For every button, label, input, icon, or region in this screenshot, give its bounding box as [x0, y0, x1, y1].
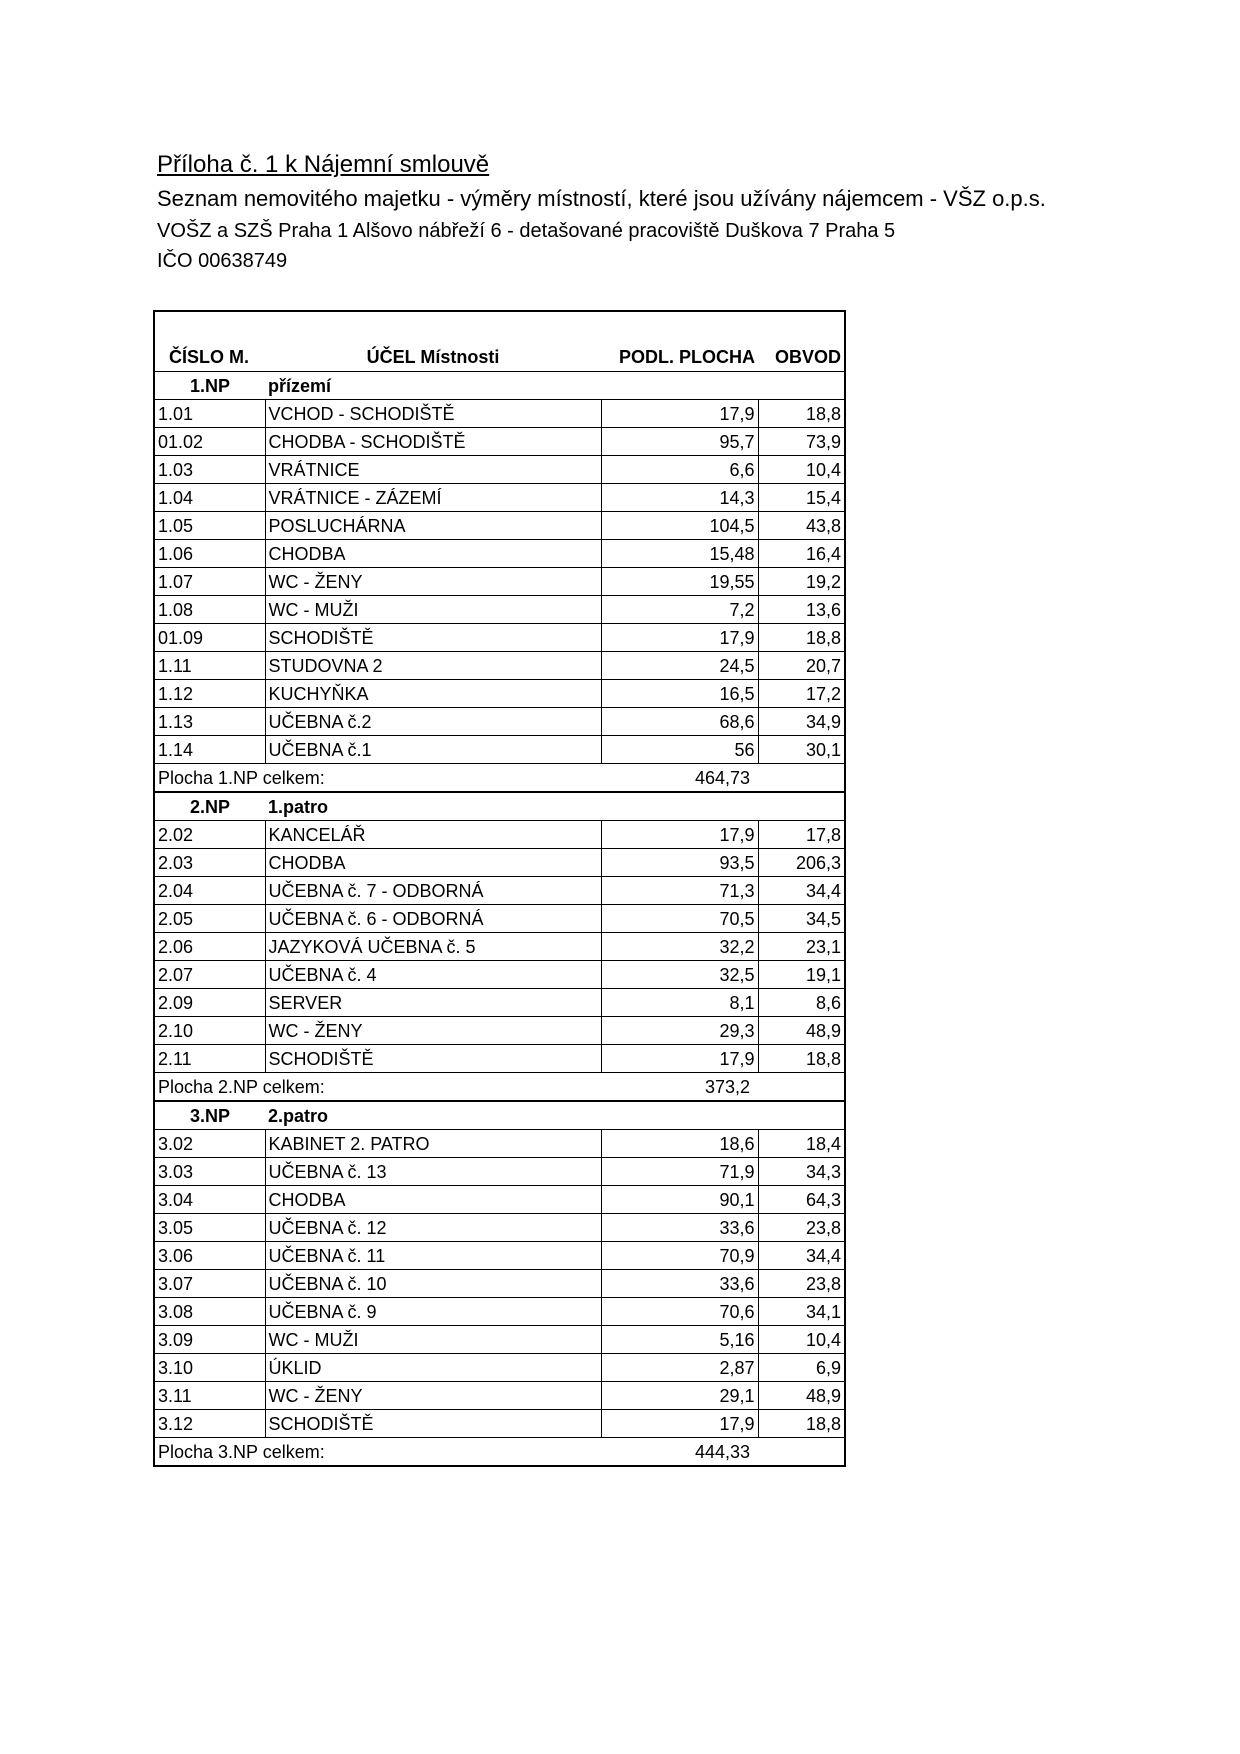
room-number: 1.05: [154, 512, 265, 540]
table-row: [154, 680, 845, 708]
room-purpose: SERVER: [265, 989, 601, 1017]
room-area: 8,1: [601, 989, 758, 1017]
table-header-row: [154, 311, 845, 372]
table-row: [154, 1214, 845, 1242]
room-area: 17,9: [601, 1045, 758, 1073]
room-area: 70,6: [601, 1298, 758, 1326]
room-purpose: UČEBNA č.1: [265, 736, 601, 764]
room-area: 2,87: [601, 1354, 758, 1382]
room-number: 1.04: [154, 484, 265, 512]
room-perimeter: 8,6: [758, 989, 845, 1017]
room-perimeter: 18,8: [758, 624, 845, 652]
table-row: [154, 1270, 845, 1298]
floor-total-value: 464,73: [601, 764, 758, 793]
room-perimeter: 19,2: [758, 568, 845, 596]
floor-code: 3.NP: [154, 1101, 265, 1130]
room-area: 17,9: [601, 821, 758, 849]
table-row: [154, 877, 845, 905]
room-perimeter: 13,6: [758, 596, 845, 624]
floor-header-row: [154, 372, 845, 400]
room-perimeter: 16,4: [758, 540, 845, 568]
room-purpose: VRÁTNICE - ZÁZEMÍ: [265, 484, 601, 512]
room-purpose: UČEBNA č. 9: [265, 1298, 601, 1326]
room-number: 1.13: [154, 708, 265, 736]
room-perimeter: 64,3: [758, 1186, 845, 1214]
room-perimeter: 18,8: [758, 1045, 845, 1073]
floor-name: 1.patro: [265, 792, 845, 821]
room-area: 18,6: [601, 1130, 758, 1158]
room-area: 32,2: [601, 933, 758, 961]
room-number: 3.06: [154, 1242, 265, 1270]
room-area: 90,1: [601, 1186, 758, 1214]
room-purpose: WC - ŽENY: [265, 1017, 601, 1045]
room-area: 33,6: [601, 1214, 758, 1242]
table-row: [154, 540, 845, 568]
room-perimeter: 23,8: [758, 1270, 845, 1298]
room-number: 3.09: [154, 1326, 265, 1354]
room-number: 2.11: [154, 1045, 265, 1073]
table-row: [154, 708, 845, 736]
room-purpose: VRÁTNICE: [265, 456, 601, 484]
column-header-area: PODL. PLOCHA: [601, 311, 758, 372]
room-perimeter: 20,7: [758, 652, 845, 680]
table-row: [154, 989, 845, 1017]
table-row: [154, 400, 845, 428]
room-number: 1.11: [154, 652, 265, 680]
table-row: [154, 849, 845, 877]
room-area: 71,9: [601, 1158, 758, 1186]
room-area: 71,3: [601, 877, 758, 905]
room-purpose: WC - MUŽI: [265, 596, 601, 624]
room-purpose: CHODBA: [265, 1186, 601, 1214]
table-row: [154, 1158, 845, 1186]
table-row: [154, 484, 845, 512]
room-number: 2.05: [154, 905, 265, 933]
room-number: 3.10: [154, 1354, 265, 1382]
room-perimeter: 17,2: [758, 680, 845, 708]
room-perimeter: 15,4: [758, 484, 845, 512]
room-purpose: UČEBNA č. 10: [265, 1270, 601, 1298]
room-area: 15,48: [601, 540, 758, 568]
room-perimeter: 18,8: [758, 1410, 845, 1438]
rooms-table-body: [154, 372, 845, 1467]
floor-header-row: [154, 792, 845, 821]
room-area: 56: [601, 736, 758, 764]
room-number: 1.01: [154, 400, 265, 428]
room-number: 3.07: [154, 1270, 265, 1298]
room-number: 1.14: [154, 736, 265, 764]
room-area: 32,5: [601, 961, 758, 989]
table-row: [154, 1382, 845, 1410]
room-area: 24,5: [601, 652, 758, 680]
room-perimeter: 34,3: [758, 1158, 845, 1186]
room-purpose: UČEBNA č. 7 - ODBORNÁ: [265, 877, 601, 905]
room-number: 3.08: [154, 1298, 265, 1326]
floor-total-label: Plocha 1.NP celkem:: [154, 764, 601, 793]
column-header-room-number: ČÍSLO M.: [154, 311, 265, 372]
room-perimeter: 10,4: [758, 456, 845, 484]
table-row: [154, 1017, 845, 1045]
room-purpose: SCHODIŠTĚ: [265, 1410, 601, 1438]
document-title: Příloha č. 1 k Nájemní smlouvě: [157, 151, 490, 178]
room-number: 1.03: [154, 456, 265, 484]
room-area: 17,9: [601, 624, 758, 652]
room-perimeter: 6,9: [758, 1354, 845, 1382]
room-purpose: VCHOD - SCHODIŠTĚ: [265, 400, 601, 428]
room-perimeter: 34,4: [758, 877, 845, 905]
room-area: 104,5: [601, 512, 758, 540]
room-purpose: KANCELÁŘ: [265, 821, 601, 849]
room-purpose: JAZYKOVÁ UČEBNA č. 5: [265, 933, 601, 961]
room-purpose: CHODBA: [265, 540, 601, 568]
room-number: 2.10: [154, 1017, 265, 1045]
room-purpose: SCHODIŠTĚ: [265, 624, 601, 652]
room-perimeter: 23,1: [758, 933, 845, 961]
table-row: [154, 1130, 845, 1158]
room-perimeter: 19,1: [758, 961, 845, 989]
room-area: 17,9: [601, 400, 758, 428]
room-area: 70,9: [601, 1242, 758, 1270]
room-purpose: UČEBNA č. 4: [265, 961, 601, 989]
room-number: 3.12: [154, 1410, 265, 1438]
room-purpose: CHODBA - SCHODIŠTĚ: [265, 428, 601, 456]
room-purpose: UČEBNA č.2: [265, 708, 601, 736]
room-purpose: CHODBA: [265, 849, 601, 877]
room-purpose: UČEBNA č. 13: [265, 1158, 601, 1186]
room-purpose: UČEBNA č. 11: [265, 1242, 601, 1270]
room-perimeter: 34,1: [758, 1298, 845, 1326]
table-row: [154, 933, 845, 961]
table-row: [154, 961, 845, 989]
room-area: 16,5: [601, 680, 758, 708]
document-subtitle: Seznam nemovitého majetku - výměry místností, které jsou užívány nájemcem - VŠZ o.p.s.: [157, 186, 1046, 211]
room-purpose: SCHODIŠTĚ: [265, 1045, 601, 1073]
table-row: [154, 736, 845, 764]
room-area: 33,6: [601, 1270, 758, 1298]
room-area: 14,3: [601, 484, 758, 512]
room-perimeter: 23,8: [758, 1214, 845, 1242]
table-row: [154, 456, 845, 484]
floor-total-empty: [758, 1073, 845, 1102]
ico-line: IČO 00638749: [157, 250, 288, 272]
floor-total-row: [154, 1438, 845, 1467]
floor-code: 2.NP: [154, 792, 265, 821]
room-number: 2.06: [154, 933, 265, 961]
room-area: 17,9: [601, 1410, 758, 1438]
rooms-table: [153, 310, 846, 1467]
table-row: [154, 652, 845, 680]
room-perimeter: 206,3: [758, 849, 845, 877]
room-area: 93,5: [601, 849, 758, 877]
table-row: [154, 1410, 845, 1438]
room-purpose: ÚKLID: [265, 1354, 601, 1382]
room-perimeter: 34,9: [758, 708, 845, 736]
room-purpose: POSLUCHÁRNA: [265, 512, 601, 540]
room-perimeter: 34,4: [758, 1242, 845, 1270]
room-number: 2.04: [154, 877, 265, 905]
room-perimeter: 73,9: [758, 428, 845, 456]
table-row: [154, 1242, 845, 1270]
table-row: [154, 596, 845, 624]
room-number: 2.03: [154, 849, 265, 877]
floor-total-value: 444,33: [601, 1438, 758, 1467]
floor-total-row: [154, 1073, 845, 1102]
floor-total-row: [154, 764, 845, 793]
room-purpose: WC - MUŽI: [265, 1326, 601, 1354]
room-perimeter: 30,1: [758, 736, 845, 764]
table-row: [154, 905, 845, 933]
room-purpose: UČEBNA č. 6 - ODBORNÁ: [265, 905, 601, 933]
room-perimeter: 10,4: [758, 1326, 845, 1354]
room-perimeter: 43,8: [758, 512, 845, 540]
document-header: [157, 150, 1157, 276]
room-area: 7,2: [601, 596, 758, 624]
table-row: [154, 624, 845, 652]
floor-header-row: [154, 1101, 845, 1130]
room-number: 3.04: [154, 1186, 265, 1214]
room-purpose: KUCHYŇKA: [265, 680, 601, 708]
room-perimeter: 48,9: [758, 1382, 845, 1410]
room-purpose: STUDOVNA 2: [265, 652, 601, 680]
room-area: 68,6: [601, 708, 758, 736]
room-number: 1.07: [154, 568, 265, 596]
floor-total-empty: [758, 764, 845, 793]
room-purpose: WC - ŽENY: [265, 568, 601, 596]
room-purpose: KABINET 2. PATRO: [265, 1130, 601, 1158]
floor-total-label: Plocha 2.NP celkem:: [154, 1073, 601, 1102]
room-number: 1.06: [154, 540, 265, 568]
room-number: 2.07: [154, 961, 265, 989]
table-row: [154, 568, 845, 596]
floor-code: 1.NP: [154, 372, 265, 400]
room-number: 3.11: [154, 1382, 265, 1410]
column-header-perimeter: OBVOD: [758, 311, 845, 372]
room-perimeter: 48,9: [758, 1017, 845, 1045]
room-area: 29,3: [601, 1017, 758, 1045]
column-header-purpose: ÚČEL Místnosti: [265, 311, 601, 372]
room-number: 01.09: [154, 624, 265, 652]
floor-name: přízemí: [265, 372, 845, 400]
table-row: [154, 1186, 845, 1214]
table-row: [154, 428, 845, 456]
room-perimeter: 34,5: [758, 905, 845, 933]
room-area: 29,1: [601, 1382, 758, 1410]
floor-total-empty: [758, 1438, 845, 1467]
table-row: [154, 512, 845, 540]
room-purpose: WC - ŽENY: [265, 1382, 601, 1410]
room-area: 70,5: [601, 905, 758, 933]
table-row: [154, 1298, 845, 1326]
floor-name: 2.patro: [265, 1101, 845, 1130]
room-number: 2.09: [154, 989, 265, 1017]
room-perimeter: 18,8: [758, 400, 845, 428]
table-row: [154, 1045, 845, 1073]
room-number: 1.12: [154, 680, 265, 708]
room-area: 19,55: [601, 568, 758, 596]
room-area: 6,6: [601, 456, 758, 484]
room-area: 5,16: [601, 1326, 758, 1354]
room-number: 3.03: [154, 1158, 265, 1186]
table-row: [154, 1354, 845, 1382]
table-row: [154, 821, 845, 849]
room-area: 95,7: [601, 428, 758, 456]
room-perimeter: 17,8: [758, 821, 845, 849]
room-perimeter: 18,4: [758, 1130, 845, 1158]
address-line: VOŠZ a SZŠ Praha 1 Alšovo nábřeží 6 - detašované pracoviště Duškova 7 Praha 5: [157, 220, 896, 242]
room-purpose: UČEBNA č. 12: [265, 1214, 601, 1242]
table-row: [154, 1326, 845, 1354]
room-number: 1.08: [154, 596, 265, 624]
floor-total-label: Plocha 3.NP celkem:: [154, 1438, 601, 1467]
room-number: 01.02: [154, 428, 265, 456]
room-number: 3.02: [154, 1130, 265, 1158]
room-number: 3.05: [154, 1214, 265, 1242]
room-number: 2.02: [154, 821, 265, 849]
floor-total-value: 373,2: [601, 1073, 758, 1102]
